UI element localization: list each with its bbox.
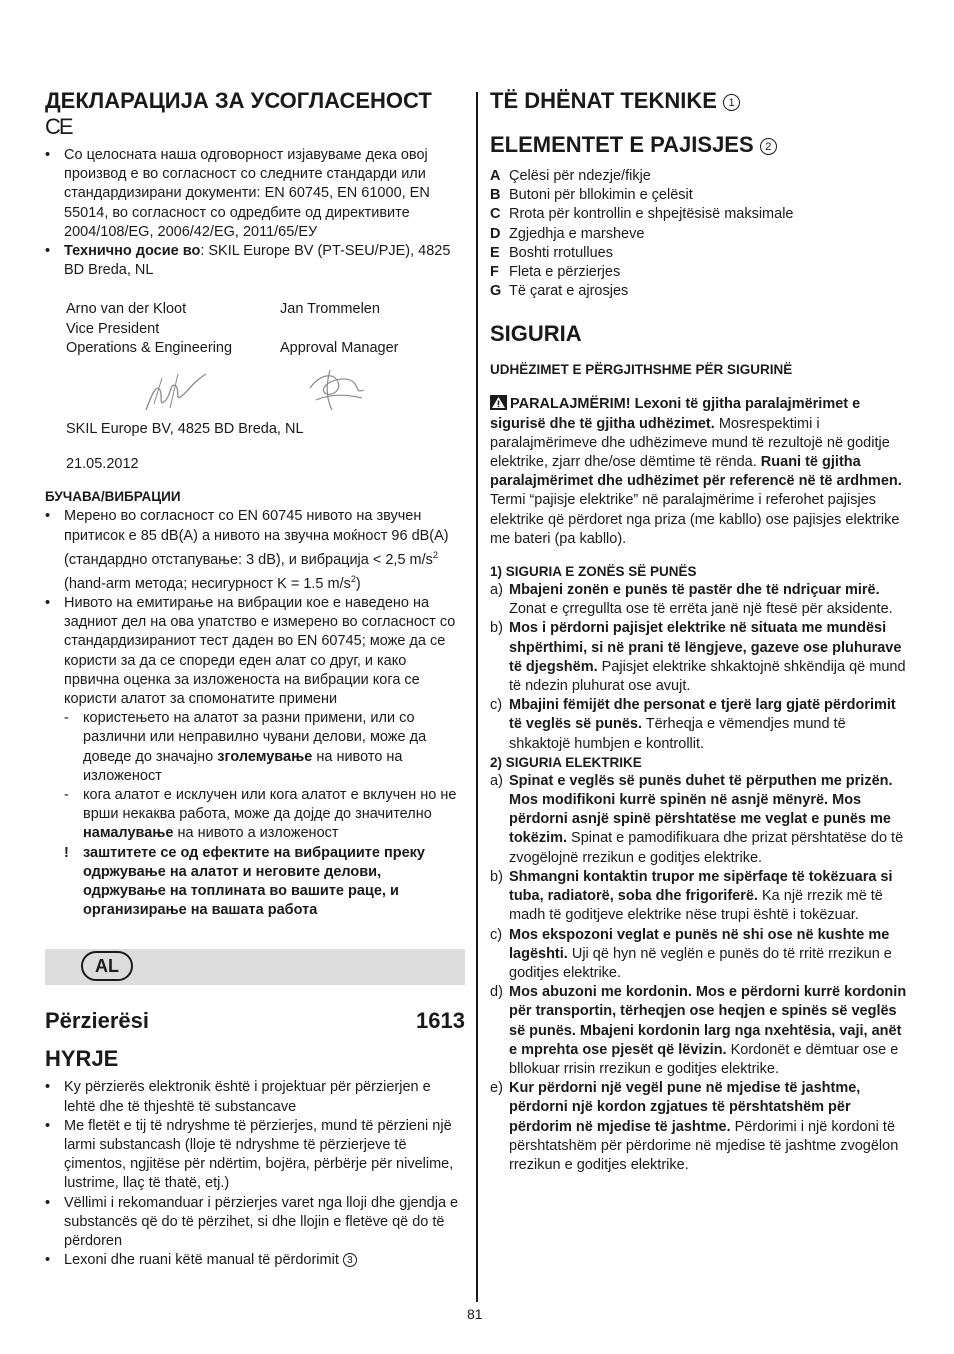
element-label: Boshti rrotullues xyxy=(509,244,613,261)
noise-text-b: (hand-arm метода; несигурност K = 1.5 m/s xyxy=(64,575,351,592)
exposure-bold: намалување xyxy=(83,825,174,842)
declaration-list xyxy=(45,146,465,280)
general-safety-title: UDHËZIMET E PËRGJITHSHME PËR SIGURINË xyxy=(490,362,793,378)
vibration-text: Нивото на емитирање на вибрации кое е наведено на задниот дел на ова упатство е измерено во согласност со стандардизираниот тест даден во EN 60745; може да се користи за да се спореди еден алат со друг, и како првична оценка за изложеноста на вибрации кога се користи алатот за спомонатите примени xyxy=(64,594,456,707)
warning-text-2: Termi “pajisje elektrike” në paralajmërime i referohet pajisjes elektrike që përdoret nga priza (me kabllo) ose pajisjes elektrike me bateri (pa kabllo). xyxy=(490,492,900,547)
item-letter: b) xyxy=(490,620,503,637)
element-label: Çelësi për ndezje/fikje xyxy=(509,168,651,184)
item-bold: Mos i përdorni pajisjet elektrike në situata me mundësi shpërthimi, si në prani të lëngjeve, gazeve ose pluhurave të djegshëm. xyxy=(509,620,902,675)
element-label: Fleta e përzierjes xyxy=(509,264,621,281)
tech-file-label: Технично досие во xyxy=(64,243,201,260)
declaration-title xyxy=(45,88,465,140)
item-bold: Mos abuzoni me kordonin. Mos e përdorni kurrë kordonin për transportin, tërheqjen ose heqjen e spinës së veglës së punës. Mbajeni kordonin larg nga nxehtësia, vaji, anët e mprehta ose pjesët që lëvizin. xyxy=(509,984,907,1058)
safety-item xyxy=(490,868,910,926)
declaration-text: Со целосната наша одговорност изјавуваме дека овој производ е во согласност со следните стандарди или стандардизирани документи: EN 60745, EN 61000, EN 55014, во согласност со одредбите од директивите 2004/108/EG, 2006/42/EG, 2011/65/ЕУ xyxy=(64,147,430,240)
superscript: 2 xyxy=(350,573,356,584)
item-text: Ka një rrezik më të madh të goditjeve elektrike nëse trupi është i tokëzuar. xyxy=(509,888,883,924)
safety-item xyxy=(490,619,910,696)
element-item xyxy=(490,205,910,224)
noise-text-c: ) xyxy=(355,575,361,592)
exposure-item xyxy=(64,709,465,786)
figure-ref: 3 xyxy=(343,1253,357,1267)
tech-file-text: : SKIL Europe BV (PT-SEU/PJE), 4825 BD Breda, NL xyxy=(64,243,451,279)
element-label: Rrota për kontrollin e shpejtësisë maksimale xyxy=(509,206,794,223)
item-text: Përdorimi i një kordoni të përshtatshëm për përdorime në mjedise të jashtme zvogëlon rrezikun e goditjes elektrike. xyxy=(509,1118,899,1173)
signatures xyxy=(66,364,465,416)
intro-item xyxy=(45,1251,465,1270)
intro-item xyxy=(45,1194,465,1252)
item-letter: a) xyxy=(490,582,503,599)
item-bold: Spinat e veglës së punës duhet të përputhen me prizën. Mos modifikoni kurrë spinën në asnjë mënyrë. Mos përdorni asnjë spinë përshtatëse me veglat e punës me tokëzim. xyxy=(509,772,893,847)
exposure-text: на нивото а изложеност xyxy=(173,825,339,842)
tech-data-title xyxy=(490,88,910,114)
noise-vibration-title: БУЧАВА/ВИБРАЦИИ xyxy=(45,489,181,505)
element-item xyxy=(490,244,910,263)
noise-text-a: Мерено во согласност со EN 60745 нивото на звучен притисок е 85 dB(A) а нивото на звучна моќност 96 dB(A) (стандардно отстапување: 3 dB), и вибрација < 2,5 m/s xyxy=(64,508,449,568)
declaration-item xyxy=(45,146,465,242)
signatories xyxy=(66,300,465,358)
item-body xyxy=(509,696,910,754)
safety-item xyxy=(490,696,910,754)
vibration-warning: ! заштитете се од ефектите на вибрациите преку одржување на алатот и неговите делови, одржување на топлината во вашите раце, и организирање на вашата работа xyxy=(45,844,465,921)
ce-mark: CE xyxy=(45,114,72,139)
exposure-item xyxy=(64,786,465,844)
product-name: Përzierësi xyxy=(45,1008,149,1034)
item-letter: a) xyxy=(490,772,503,789)
warning-triangle-icon xyxy=(490,395,507,410)
element-letter: E xyxy=(490,244,500,261)
element-item xyxy=(490,186,910,205)
intro-title: HYRJE xyxy=(45,1046,119,1072)
safety-item xyxy=(490,581,910,619)
signatory-title-2: Approval Manager xyxy=(280,339,399,356)
intro-text: Me fletët e tij të ndryshme të përzierjes, mund të përzieni një larmi substancash (lloje të ndryshme të përzierjeve të çimentos, ngjitëse për ndërtim, bojëra, përbërje për nivelime, lustrime, llaç të thatë, etj.) xyxy=(64,1117,454,1192)
item-bold: Mbajeni zonën e punës të pastër dhe të ndriçuar mirë. xyxy=(509,582,880,599)
item-letter: c) xyxy=(490,697,503,714)
page-number: 81 xyxy=(467,1306,483,1322)
work-area-list xyxy=(490,581,910,754)
exposure-list xyxy=(45,709,465,843)
item-text: Kordonët e dëmtuar ose e bllokuar rrisin rrezikun e goditjes elektrike. xyxy=(509,1041,899,1077)
tech-data-text: TË DHËNAT TEKNIKE xyxy=(490,88,717,113)
element-letter: A xyxy=(490,168,501,184)
item-body xyxy=(509,772,910,868)
item-body xyxy=(509,581,910,619)
elements-list xyxy=(490,167,910,301)
item-bold: Shmangni kontaktin trupor me sipërfaqe të tokëzuara si tuba, radiatorë, soba dhe frigoriferë. xyxy=(509,868,893,905)
item-text: Tërheqja e vëmendjes mund të shkaktojë humbjen e kontrollit. xyxy=(509,716,846,752)
signature-1-image xyxy=(66,364,280,416)
signatory-name-1: Arno van der Kloot xyxy=(66,301,187,318)
item-letter: e) xyxy=(490,1080,503,1097)
noise-item xyxy=(45,507,465,593)
exposure-text: на нивото на изложеност xyxy=(83,748,403,784)
element-letter: F xyxy=(490,264,499,281)
safety-title: SIGURIA xyxy=(490,321,582,347)
safety-item xyxy=(490,983,910,1079)
element-letter: D xyxy=(490,225,501,242)
intro-item xyxy=(45,1078,465,1116)
intro-text: Ky përzierës elektronik është i projektuar për përzierjen e lehtë dhe të thjeshtë të substancave xyxy=(64,1079,431,1115)
item-bold: Mos ekspozoni veglat e punës në shi ose në kushte me lagështi. xyxy=(509,926,890,962)
signatory-title-1b: Operations & Engineering xyxy=(66,339,233,356)
element-item xyxy=(490,263,910,282)
declaration-date: 21.05.2012 xyxy=(66,456,139,473)
product-title xyxy=(45,1008,465,1034)
element-letter: G xyxy=(490,283,502,300)
item-body xyxy=(509,868,910,926)
element-letter: C xyxy=(490,206,501,223)
element-item xyxy=(490,167,910,186)
right-column xyxy=(490,88,910,1175)
exposure-bold: зголемување xyxy=(217,748,313,765)
warning-bold-1: PARALAJMËRIM! Lexoni të gjitha paralajmërimet e sigurisë dhe të gjitha udhëzimet. xyxy=(490,396,861,432)
exposure-text: кога алатот е исклучен или кога алатот е вклучен но не врши некаква работа, може да дојде до значително xyxy=(83,786,457,823)
item-text: Zonat e çrregullta ose të errëta janë një ftesë për aksidente. xyxy=(509,601,893,618)
item-body xyxy=(509,619,910,696)
intro-text: Vëllimi i rekomanduar i përzierjes varet nga lloji dhe gjendja e substancës që do të përzihet, si dhe llojin e fletëve që do të përdoren xyxy=(64,1194,459,1249)
intro-item xyxy=(45,1117,465,1194)
signature-2-image xyxy=(280,364,400,416)
item-body xyxy=(509,1079,910,1175)
noise-item xyxy=(45,594,465,709)
safety-item xyxy=(490,772,910,868)
element-letter: B xyxy=(490,187,501,204)
warning-bold-2: Ruani të gjitha paralajmërimet dhe udhëzimet për referencë në të ardhmen. xyxy=(490,454,902,490)
figure-ref: 2 xyxy=(760,138,777,155)
product-code: 1613 xyxy=(416,1008,465,1034)
signatory-title-1a: Vice President xyxy=(66,320,160,337)
safety-item xyxy=(490,1079,910,1175)
element-item xyxy=(490,282,910,301)
elements-title xyxy=(490,132,910,158)
item-text: Spinat e pamodifikuara dhe prizat përshtatëse do të zvogëlojnë rrezikun e goditjes elektrike. xyxy=(509,830,904,866)
elements-text: ELEMENTET E PAJISJES xyxy=(490,132,754,157)
item-bold: Mbajini fëmijët dhe personat e tjerë larg gjatë përdorimit të veglës së punës. xyxy=(509,697,896,733)
column-divider xyxy=(476,92,478,1302)
element-label: Butoni për bllokimin e çelësit xyxy=(509,187,693,204)
warning-text-1: Mosrespektimi i paralajmërimeve dhe udhëzimeve mund të rezultojë në goditje elektrike, zjarr dhe/ose dëmtime të rënda. xyxy=(490,415,890,471)
safety-item xyxy=(490,926,910,984)
figure-ref: 1 xyxy=(723,94,740,111)
element-label: Zgjedhja e marsheve xyxy=(509,225,645,242)
declaration-title-text: ДЕКЛАРАЦИЈА ЗА УСОГЛАСЕНОСТ xyxy=(45,88,432,113)
superscript: 2 xyxy=(432,549,438,560)
noise-list xyxy=(45,507,465,709)
company-address: SKIL Europe BV, 4825 BD Breda, NL xyxy=(66,421,304,438)
item-body xyxy=(509,983,910,1079)
element-label: Të çarat e ajrosjes xyxy=(509,283,629,300)
item-text: Uji që hyn në veglën e punës do të rritë rrezikun e goditjes elektrike. xyxy=(509,945,892,981)
electrical-safety-title: 2) SIGURIA ELEKTRIKE xyxy=(490,754,642,770)
work-area-title: 1) SIGURIA E ZONËS SË PUNËS xyxy=(490,564,697,580)
item-letter: b) xyxy=(490,868,503,885)
item-text: Pajisjet elektrike shkaktojnë shkëndija që mund të ndezin pluhurat ose avujt. xyxy=(509,658,906,695)
exposure-text: користењето на алатот за разни примени, или со различни или неправилно чувани делови, може да доведе до значајно xyxy=(83,710,427,765)
element-item xyxy=(490,225,910,244)
language-bar xyxy=(45,949,465,985)
left-column xyxy=(45,88,465,1270)
item-letter: d) xyxy=(490,984,503,1001)
signatory-name-2: Jan Trommelen xyxy=(280,301,380,318)
general-warning xyxy=(490,395,910,549)
language-badge: AL xyxy=(81,951,133,981)
intro-list xyxy=(45,1078,465,1270)
item-bold: Kur përdorni një vegël pune në mjedise të jashtme, përdorni një kordon zgjatues të përshtatshëm për përdorim në mjedise të jashtme. xyxy=(509,1080,861,1135)
declaration-item xyxy=(45,242,465,280)
item-letter: c) xyxy=(490,926,503,943)
item-body xyxy=(509,926,910,984)
electrical-safety-list xyxy=(490,772,910,1175)
intro-text: Lexoni dhe ruani këtë manual të përdorimit xyxy=(64,1252,339,1269)
